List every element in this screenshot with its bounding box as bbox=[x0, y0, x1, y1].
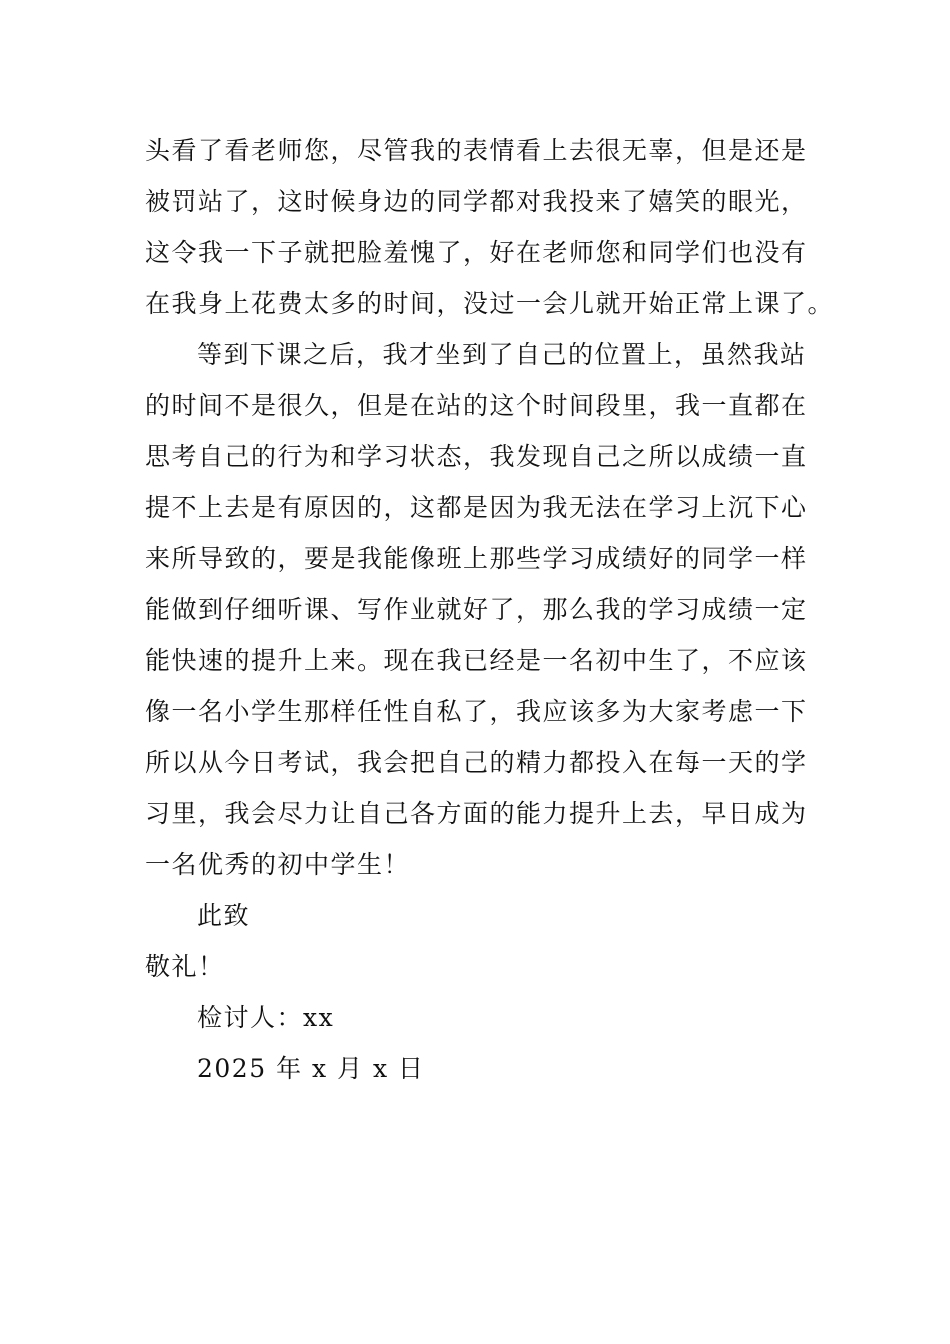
text-line: 一名优秀的初中学生！ bbox=[145, 850, 411, 879]
signer: 检讨人：xx bbox=[197, 1003, 335, 1032]
text-line: 能快速的提升上来。现在我已经是一名初中生了，不应该 bbox=[145, 646, 808, 675]
letter-body bbox=[145, 125, 835, 1094]
text-line: 思考自己的行为和学习状态，我发现自己之所以成绩一直 bbox=[145, 442, 808, 471]
text-line: 这令我一下子就把脸羞愧了，好在老师您和同学们也没有 bbox=[145, 238, 808, 267]
salutation: 此致 bbox=[197, 901, 251, 930]
text-line: 习里，我会尽力让自己各方面的能力提升上去，早日成为 bbox=[145, 799, 808, 828]
text-line: 像一名小学生那样任性自私了，我应该多为大家考虑一下 bbox=[145, 697, 808, 726]
regards: 敬礼！ bbox=[145, 952, 225, 981]
text-line: 被罚站了，这时候身边的同学都对我投来了嬉笑的眼光， bbox=[145, 187, 808, 216]
date: 2025 年 x 月 x 日 bbox=[197, 1054, 425, 1083]
paragraph-continued bbox=[145, 125, 835, 329]
closing-block bbox=[145, 890, 810, 1094]
text-line: 等到下课之后，我才坐到了自己的位置上，虽然我站 bbox=[197, 340, 807, 369]
text-line: 来所导致的，要是我能像班上那些学习成绩好的同学一样 bbox=[145, 544, 808, 573]
text-line: 的时间不是很久，但是在站的这个时间段里，我一直都在 bbox=[145, 391, 808, 420]
text-line: 在我身上花费太多的时间，没过一会儿就开始正常上课了。 bbox=[145, 289, 835, 318]
text-line: 提不上去是有原因的，这都是因为我无法在学习上沉下心 bbox=[145, 493, 808, 522]
text-line: 所以从今日考试，我会把自己的精力都投入在每一天的学 bbox=[145, 748, 808, 777]
text-line: 头看了看老师您，尽管我的表情看上去很无辜，但是还是 bbox=[145, 136, 808, 165]
text-line: 能做到仔细听课、写作业就好了，那么我的学习成绩一定 bbox=[145, 595, 808, 624]
paragraph-reflection bbox=[145, 329, 810, 890]
